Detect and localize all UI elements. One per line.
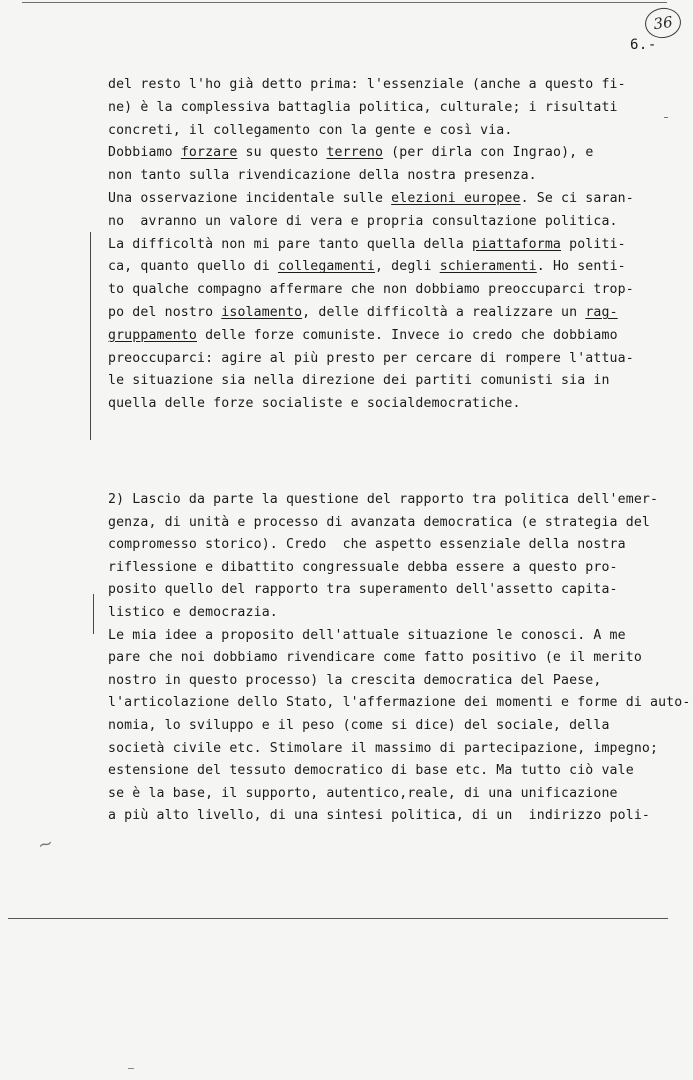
margin-tick	[128, 1068, 134, 1069]
text-line: le situazione sia nella direzione dei partiti comunisti sia in	[108, 373, 610, 389]
margin-sideline	[93, 594, 94, 634]
text-line: estensione del tessuto democratico di base etc. Ma tutto ciò vale	[108, 763, 634, 779]
text-line: nomia, lo sviluppo e il peso (come si dice) del sociale, della	[108, 717, 610, 733]
text-line: quella delle forze socialiste e socialdemocratiche.	[108, 396, 521, 412]
text-line: pare che noi dobbiamo rivendicare come fatto positivo (e il merito	[108, 650, 642, 666]
margin-handwritten-mark: ~	[35, 832, 56, 857]
text-line: nostro in questo processo) la crescita democratica del Paese,	[108, 672, 602, 688]
text-line: po del nostro isolamento, delle difficoltà a realizzare un rag-	[108, 304, 618, 320]
top-rule	[22, 2, 667, 3]
page-stamp	[643, 6, 683, 41]
text-line: to qualche compagno affermare che non dobbiamo preoccuparci trop-	[108, 282, 634, 298]
text-line: genza, di unità e processo di avanzata democratica (e strategia del	[108, 514, 650, 530]
text-line: società civile etc. Stimolare il massimo di partecipazione, impegno;	[108, 740, 659, 756]
page-number: 6.-	[630, 37, 657, 53]
text-line: posito quello del rapporto tra superamento dell'assetto capita-	[108, 582, 618, 598]
bottom-rule	[8, 918, 668, 919]
text-line: Le mia idee a proposito dell'attuale situazione le conosci. A me	[108, 627, 626, 643]
stamp-number: 36	[652, 12, 674, 34]
text-line: ne) è la complessiva battaglia politica, culturale; i risultati	[108, 99, 618, 115]
text-line: riflessione e dibattito congressuale debba essere a questo pro-	[108, 559, 618, 575]
paragraph-2	[108, 489, 691, 828]
text-line: l'articolazione dello Stato, l'affermazione dei momenti e forme di auto-	[108, 695, 691, 711]
text-line: gruppamento delle forze comuniste. Invece io credo che dobbiamo	[108, 327, 618, 343]
text-line: La difficoltà non mi pare tanto quella della piattaforma politi-	[108, 236, 626, 252]
margin-sideline	[90, 232, 91, 440]
text-line: concreti, il collegamento con la gente e così via.	[108, 122, 513, 138]
text-line: listico e democrazia.	[108, 604, 278, 620]
text-line: 2) Lascio da parte la questione del rapporto tra politica dell'emer-	[108, 492, 659, 507]
text-line: del resto l'ho già detto prima: l'essenziale (anche a questo fi-	[108, 77, 626, 92]
text-line: a più alto livello, di una sintesi politica, di un indirizzo poli-	[108, 808, 650, 824]
text-line: preoccuparci: agire al più presto per cercare di rompere l'attua-	[108, 350, 634, 366]
text-line: Dobbiamo forzare su questo terreno (per dirla con Ingrao), e	[108, 145, 594, 161]
text-line: non tanto sulla rivendicazione della nostra presenza.	[108, 168, 537, 184]
text-line: se è la base, il supporto, autentico,reale, di una unificazione	[108, 785, 618, 801]
paragraph-1	[108, 74, 668, 416]
text-line: Una osservazione incidentale sulle elezioni europee. Se ci saran-	[108, 190, 634, 206]
text-line: no avranno un valore di vera e propria consultazione politica.	[108, 213, 618, 229]
text-line: compromesso storico). Credo che aspetto essenziale della nostra	[108, 537, 626, 553]
text-line: ca, quanto quello di collegamenti, degli schieramenti. Ho senti-	[108, 259, 626, 275]
